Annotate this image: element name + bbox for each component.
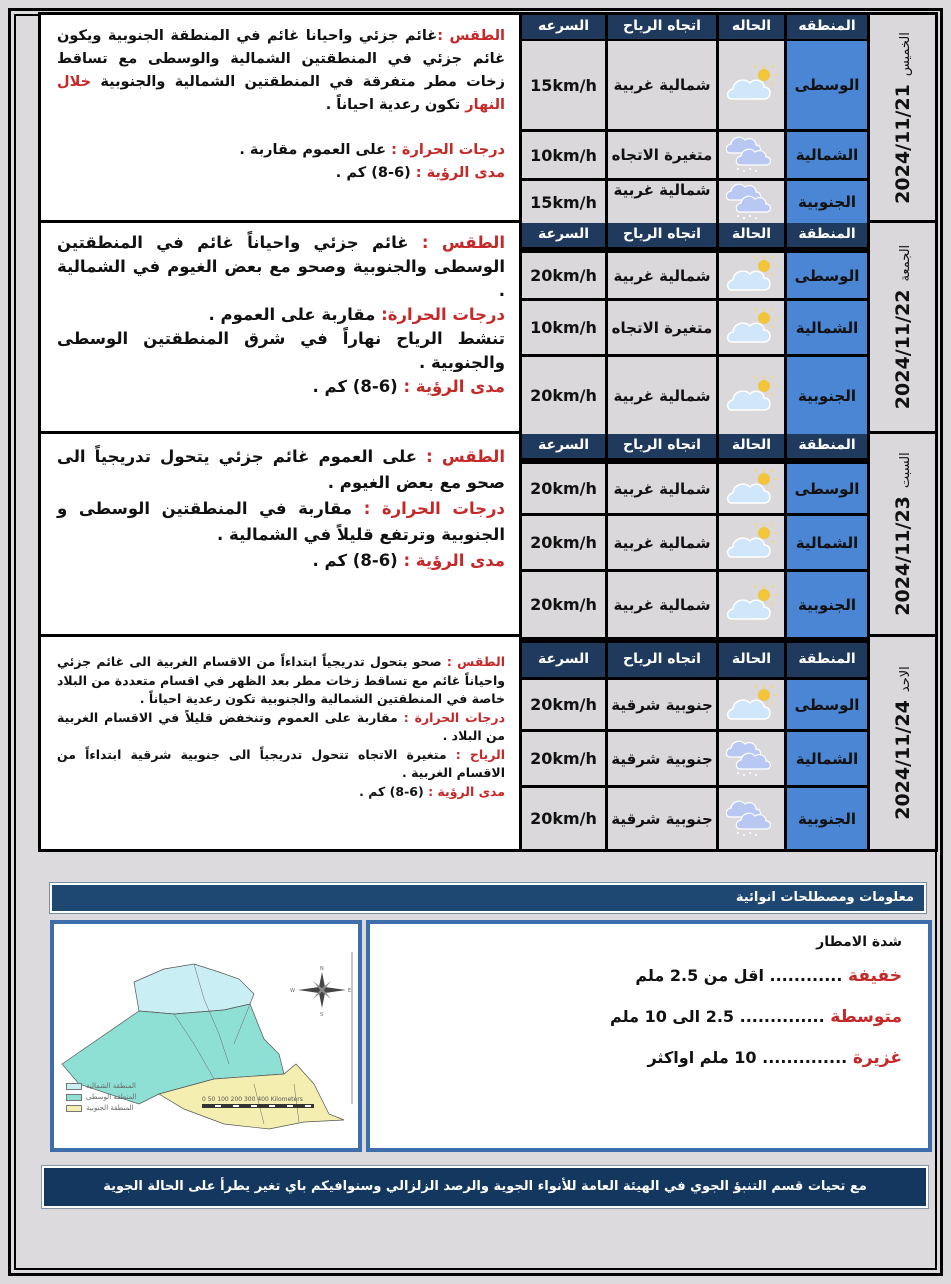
weather-text: غائم جزئي واحياناً غائم في المنطقتين الوسطى والجنوبية وصحو مع بعض الغيوم في الشمالية . <box>57 233 505 300</box>
forecast-date: 2024/11/23 <box>891 496 914 616</box>
header-speed: السرعة <box>522 643 605 677</box>
region-cell: الوسطى <box>787 680 867 729</box>
wind-direction-cell: شمالية غربية <box>608 181 716 223</box>
region-cell: الجنوبية <box>787 788 867 849</box>
state-cell <box>719 301 784 354</box>
state-cell <box>719 464 784 513</box>
rain-clouds-icon <box>724 133 780 177</box>
speed-cell: 15km/h <box>522 181 605 223</box>
iraq-regions-map <box>50 920 362 1152</box>
wind-direction-cell: شمالية غربية <box>608 572 716 637</box>
header-region: المنطقة <box>787 643 867 677</box>
partly-cloudy-icon <box>724 683 780 727</box>
partly-cloudy-icon <box>724 374 780 418</box>
region-cell: الشمالية <box>787 301 867 354</box>
temperature-label: درجات الحرارة: <box>381 305 505 324</box>
weather-label: الطقس : <box>421 233 505 252</box>
region-cell: الجنوبية <box>787 181 867 223</box>
wind-direction-cell: جنوبية شرقية <box>608 680 716 729</box>
header-region: المنطقة <box>787 434 867 458</box>
weather-label: الطقس : <box>426 447 506 466</box>
partly-cloudy-icon <box>724 254 780 298</box>
region-cell: الشمالية <box>787 516 867 569</box>
header-state: الحالة <box>719 643 784 677</box>
scale-label: 0 50 100 200 300 400 Kilometers <box>202 1096 303 1103</box>
speed-cell: 15km/h <box>522 41 605 129</box>
rain-level-moderate <box>396 1007 902 1027</box>
day-name: الاحد <box>897 666 913 693</box>
header-wind-direction: اتجاه الرياح <box>608 223 716 247</box>
wind-text: متغيرة الاتجاه تتحول تدريجياً الى جنوبية شرقية ابتداءاً من الاقسام الغربية . <box>57 746 505 780</box>
visibility-label: مدى الرؤية : <box>428 783 505 799</box>
visibility-label: مدى الرؤية : <box>403 551 505 570</box>
day-description <box>41 15 519 220</box>
date-column <box>867 15 935 220</box>
header-speed: السرعة <box>522 223 605 247</box>
partly-cloudy-icon <box>724 467 780 511</box>
rain-level-label: متوسطة <box>830 1007 902 1027</box>
visibility-label: مدى الرؤية : <box>415 165 505 181</box>
wind-direction-cell: شمالية غربية <box>608 41 716 129</box>
day-block <box>41 223 935 434</box>
forecast-date: 2024/11/22 <box>891 289 914 410</box>
state-cell <box>719 516 784 569</box>
day-name: السبت <box>897 452 913 489</box>
speed-cell: 10km/h <box>522 132 605 178</box>
speed-cell: 20km/h <box>522 788 605 849</box>
compass-s: S <box>320 1012 324 1018</box>
speed-cell: 20km/h <box>522 732 605 785</box>
header-speed: السرعه <box>522 15 605 39</box>
day-block <box>41 15 935 223</box>
north-region <box>134 964 254 1014</box>
rain-level-value: اقل من 2.5 ملم <box>635 966 764 985</box>
speed-cell: 10km/h <box>522 301 605 354</box>
rain-level-value: 2.5 الى 10 ملم <box>610 1007 735 1026</box>
forecast-table <box>38 12 938 852</box>
rain-level-label: غزيرة <box>852 1048 902 1068</box>
day-grid <box>519 637 867 849</box>
speed-cell: 20km/h <box>522 253 605 298</box>
visibility-label: مدى الرؤية : <box>403 377 505 396</box>
region-cell: الشمالية <box>787 732 867 785</box>
speed-cell: 20km/h <box>522 572 605 637</box>
visibility-text: (6-8) كم . <box>359 783 424 799</box>
rain-clouds-icon <box>724 180 780 224</box>
region-cell: الشمالية <box>787 132 867 178</box>
temperature-text: مقاربة في المنطقتين الوسطى و الجنوبية وترتفع قليلاً في الشمالية . <box>57 499 505 544</box>
region-cell: الوسطى <box>787 41 867 129</box>
temperature-label: درجات الحرارة : <box>403 709 505 725</box>
speed-cell: 20km/h <box>522 680 605 729</box>
partly-cloudy-icon <box>724 306 780 350</box>
wind-direction-cell: متغيرة الاتجاه <box>608 132 716 178</box>
rain-level-dots: .............. <box>739 1007 825 1026</box>
state-cell <box>719 680 784 729</box>
rain-clouds-icon <box>724 797 780 841</box>
day-grid <box>519 223 867 431</box>
weather-text-end: تكون رعدية احياناً . <box>325 97 461 113</box>
rain-intensity-panel <box>366 920 932 1152</box>
rain-level-dots: ............ <box>769 966 843 985</box>
compass-n: N <box>320 966 324 972</box>
header-wind-direction: اتجاه الرياح <box>608 15 716 39</box>
weather-label: الطقس : <box>437 28 505 44</box>
wind-text: تنشط الرياح نهاراً في شرق المنطقتين الوسطى والجنوبية . <box>57 329 505 372</box>
weather-text: على العموم غائم جزئي يتحول تدريجياً الى صحو مع بعض الغيوم . <box>57 447 505 492</box>
state-cell <box>719 572 784 637</box>
wind-direction-cell: شمالية غربية <box>608 516 716 569</box>
temperature-label: درجات الحرارة : <box>391 142 505 158</box>
rain-level-value: 10 ملم اواكثر <box>647 1048 757 1067</box>
map-legend <box>66 1082 137 1115</box>
partly-cloudy-icon <box>724 583 780 627</box>
speed-cell: 20km/h <box>522 464 605 513</box>
state-cell <box>719 253 784 298</box>
speed-cell: 20km/h <box>522 516 605 569</box>
visibility-text: (6-8) كم . <box>312 377 398 396</box>
header-wind-direction: اتجاه الرياح <box>608 434 716 458</box>
rain-level-label: خفيفة <box>848 966 902 986</box>
header-region: المنطقة <box>787 223 867 247</box>
state-cell <box>719 788 784 849</box>
weather-label: الطقس : <box>446 654 506 669</box>
visibility-text: (6-8) كم . <box>335 165 411 181</box>
wind-label: الرياح : <box>455 746 505 762</box>
compass-w: W <box>290 988 295 994</box>
compass-e: E <box>348 988 352 994</box>
wind-direction-cell: متغيرة الاتجاه <box>608 301 716 354</box>
state-cell <box>719 732 784 785</box>
region-cell: الجنوبية <box>787 357 867 434</box>
day-grid <box>519 15 867 220</box>
header-state: الحالة <box>719 223 784 247</box>
footer-note: مع تحيات قسم التنبؤ الجوي في الهيئة العامة للأنواء الجوية والرصد الزلزالي وسنوافيكم باي تغير يطرأ على الحالة الجوية <box>42 1166 928 1208</box>
date-column <box>867 223 935 431</box>
state-cell <box>719 181 784 223</box>
date-column <box>867 434 935 634</box>
day-name: الجمعة <box>897 244 913 282</box>
rain-level-light <box>396 966 902 986</box>
day-block <box>41 434 935 637</box>
legend-south: المنطقة الجنوبية <box>86 1104 134 1112</box>
day-block <box>41 637 935 849</box>
region-cell: الجنوبية <box>787 572 867 637</box>
rain-intensity-title: شدة الامطار <box>816 934 902 950</box>
info-section-title: معلومات ومصطلحات انوائية <box>50 883 926 913</box>
header-wind-direction: اتجاه الرياح <box>608 643 716 677</box>
state-cell <box>719 132 784 178</box>
wind-direction-cell: جنوبية شرقية <box>608 788 716 849</box>
temperature-text: مقاربة على العموم . <box>208 305 376 324</box>
weather-text: غائم جزئي واحيانا غائم في المنطقة الجنوبية ويكون غائم جزئي في المنطقتين الشمالية والوسطى مع تساقط زخات مطر متفرقة في المنطقتين الشمالية والجنوبية <box>57 28 505 90</box>
temperature-text: مقاربة على العموم وتنخفض قليلاً في الاقسام الغربية من البلاد . <box>57 709 505 743</box>
header-state: الحاله <box>719 15 784 39</box>
compass-rose-icon <box>290 966 351 1018</box>
weather-highlight: خلال النهار <box>57 74 505 113</box>
legend-central: المنطقة الوسطى <box>86 1093 137 1101</box>
day-grid <box>519 434 867 634</box>
region-cell: الوسطى <box>787 253 867 298</box>
rain-level-heavy <box>396 1048 902 1068</box>
partly-cloudy-icon <box>724 521 780 565</box>
header-region: المنطقه <box>787 15 867 39</box>
wind-direction-cell: شمالية غربية <box>608 464 716 513</box>
wind-direction-cell: شمالية غربية <box>608 253 716 298</box>
state-cell <box>719 41 784 129</box>
header-state: الحالة <box>719 434 784 458</box>
date-column <box>867 637 935 849</box>
state-cell <box>719 357 784 434</box>
rain-clouds-icon <box>724 737 780 781</box>
forecast-date: 2024/11/21 <box>891 83 914 204</box>
temperature-label: درجات الحرارة : <box>363 499 505 518</box>
region-cell: الوسطى <box>787 464 867 513</box>
wind-direction-cell: جنوبية شرقية <box>608 732 716 785</box>
temperature-text: على العموم مقاربة . <box>239 142 387 158</box>
visibility-text: (6-8) كم . <box>312 551 398 570</box>
map-scale-bar <box>202 1096 314 1108</box>
day-name: الخميس <box>897 31 913 76</box>
day-description <box>41 223 519 431</box>
rain-level-dots: .............. <box>762 1048 848 1067</box>
day-description <box>41 434 519 634</box>
weather-text: صحو يتحول تدريجياً ابتداءاً من الاقسام الغربية الى غائم جزئي واحياناً غائم مع تساقط زخات مطر بعد الظهر في اقسام متعددة من البلاد خاصة في المنطقتين الشمالية والجنوبية تكون رعدية احياناً . <box>57 654 505 706</box>
partly-cloudy-icon <box>724 63 780 107</box>
forecast-date: 2024/11/24 <box>891 700 914 820</box>
day-description <box>41 637 519 849</box>
legend-north: المنطقة الشمالية <box>86 1082 136 1090</box>
wind-direction-cell: شمالية غربية <box>608 357 716 434</box>
header-speed: السرعة <box>522 434 605 458</box>
speed-cell: 20km/h <box>522 357 605 434</box>
